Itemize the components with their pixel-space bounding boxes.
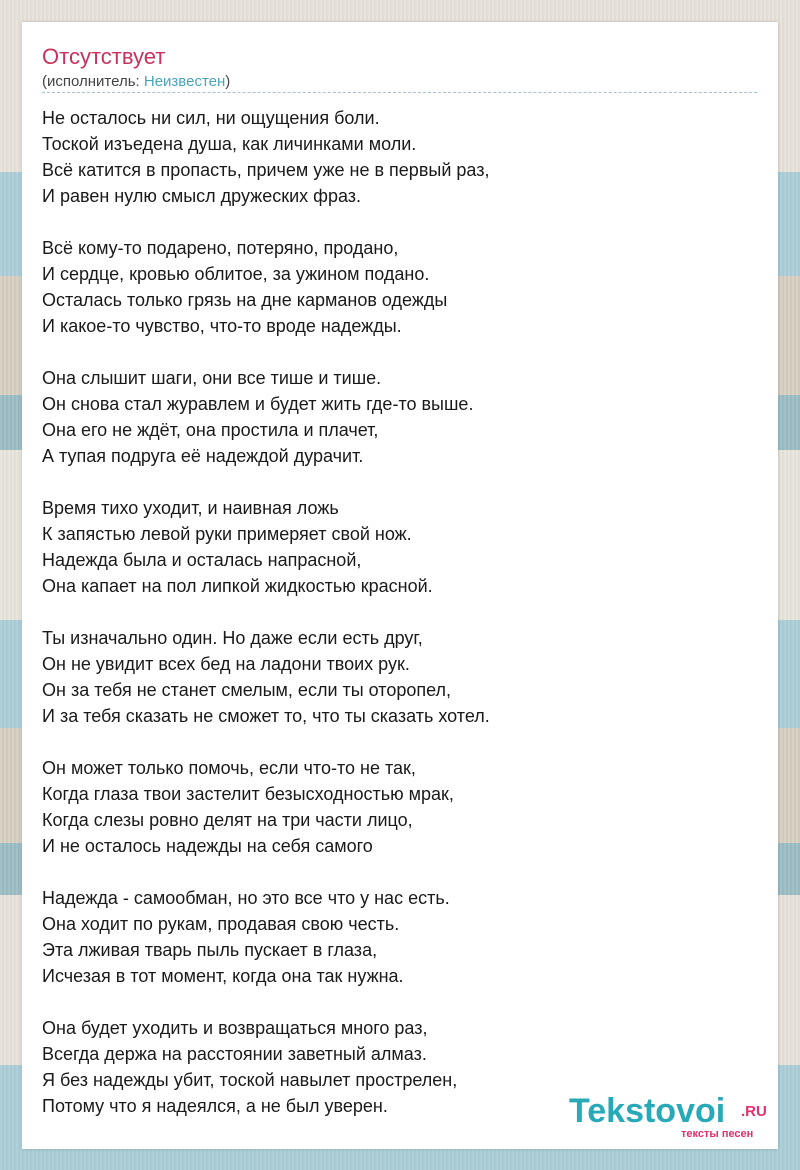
lyrics-line: Время тихо уходит, и наивная ложь	[42, 498, 339, 518]
title-divider	[42, 92, 757, 93]
lyrics-line: Когда глаза твои застелит безысходностью мрак,	[42, 784, 454, 804]
lyrics-stanza	[42, 365, 757, 469]
lyrics-line: Она его не ждёт, она простила и плачет,	[42, 420, 379, 440]
lyrics-line: Она капает на пол липкой жидкостью красной.	[42, 576, 433, 596]
lyrics-line: К запястью левой руки примеряет свой нож.	[42, 524, 412, 544]
song-title: Отсутствует	[42, 44, 166, 69]
lyrics-line: Она слышит шаги, они все тише и тише.	[42, 368, 382, 388]
logo-tagline: тексты песен	[681, 1128, 754, 1140]
lyrics-line: Потому что я надеялся, а не был уверен.	[42, 1096, 388, 1116]
lyrics-stanza	[42, 495, 757, 599]
lyrics-line: Тоской изъедена душа, как личинками моли.	[42, 134, 417, 154]
lyrics-line: Исчезая в тот момент, когда она так нужна.	[42, 966, 404, 986]
lyrics-line: А тупая подруга её надеждой дурачит.	[42, 446, 364, 466]
lyrics-line: Ты изначально один. Но даже если есть друг,	[42, 628, 423, 648]
lyrics-line: Она будет уходить и возвращаться много раз,	[42, 1018, 428, 1038]
lyrics-text	[42, 105, 757, 1119]
lyrics-line: Надежда - самообман, но это все что у нас есть.	[42, 888, 450, 908]
lyrics-line: Всегда держа на расстоянии заветный алмаз.	[42, 1044, 427, 1064]
lyrics-line: Осталась только грязь на дне карманов одежды	[42, 290, 448, 310]
lyrics-card	[22, 22, 778, 1149]
lyrics-line: И сердце, кровью облитое, за ужином подано.	[42, 264, 430, 284]
lyrics-line: Он может только помочь, если что-то не так,	[42, 758, 416, 778]
lyrics-line: Я без надежды убит, тоской навылет прострелен,	[42, 1070, 458, 1090]
artist-suffix: )	[225, 73, 231, 90]
lyrics-line: Когда слезы ровно делят на три части лицо,	[42, 810, 413, 830]
lyrics-line: И не осталось надежды на себя самого	[42, 836, 373, 856]
artist-prefix: (исполнитель:	[42, 73, 144, 90]
artist-link[interactable]: Неизвестен	[143, 73, 226, 90]
lyrics-line: Не осталось ни сил, ни ощущения боли.	[42, 108, 380, 128]
lyrics-line: И равен нулю смысл дружеских фраз.	[42, 186, 362, 206]
lyrics-stanza	[42, 625, 757, 729]
lyrics-line: Он снова стал журавлем и будет жить где-то выше.	[42, 394, 474, 414]
lyrics-line: Всё катится в пропасть, причем уже не в первый раз,	[42, 160, 490, 180]
lyrics-line: Эта лживая тварь пыль пускает в глаза,	[42, 940, 378, 960]
lyrics-stanza	[42, 105, 757, 209]
lyrics-line: Надежда была и осталась напрасной,	[42, 550, 362, 570]
artist-line	[42, 72, 230, 92]
lyrics-line: Он за тебя не станет смелым, если ты оторопел,	[42, 680, 452, 700]
lyrics-line: Она ходит по рукам, продавая свою честь.	[42, 914, 400, 934]
lyrics-stanza	[42, 235, 757, 339]
site-logo[interactable]	[569, 1083, 779, 1143]
lyrics-stanza	[42, 755, 757, 859]
lyrics-line: Он не увидит всех бед на ладони твоих рук.	[42, 654, 410, 674]
logo-tld: .RU	[741, 1103, 767, 1120]
lyrics-line: Всё кому-то подарено, потеряно, продано,	[42, 238, 399, 258]
lyrics-line: И за тебя сказать не сможет то, что ты сказать хотел.	[42, 706, 490, 726]
lyrics-line: И какое-то чувство, что-то вроде надежды.	[42, 316, 402, 336]
logo-wordmark: Tekstovoi	[569, 1092, 726, 1130]
lyrics-stanza	[42, 885, 757, 989]
